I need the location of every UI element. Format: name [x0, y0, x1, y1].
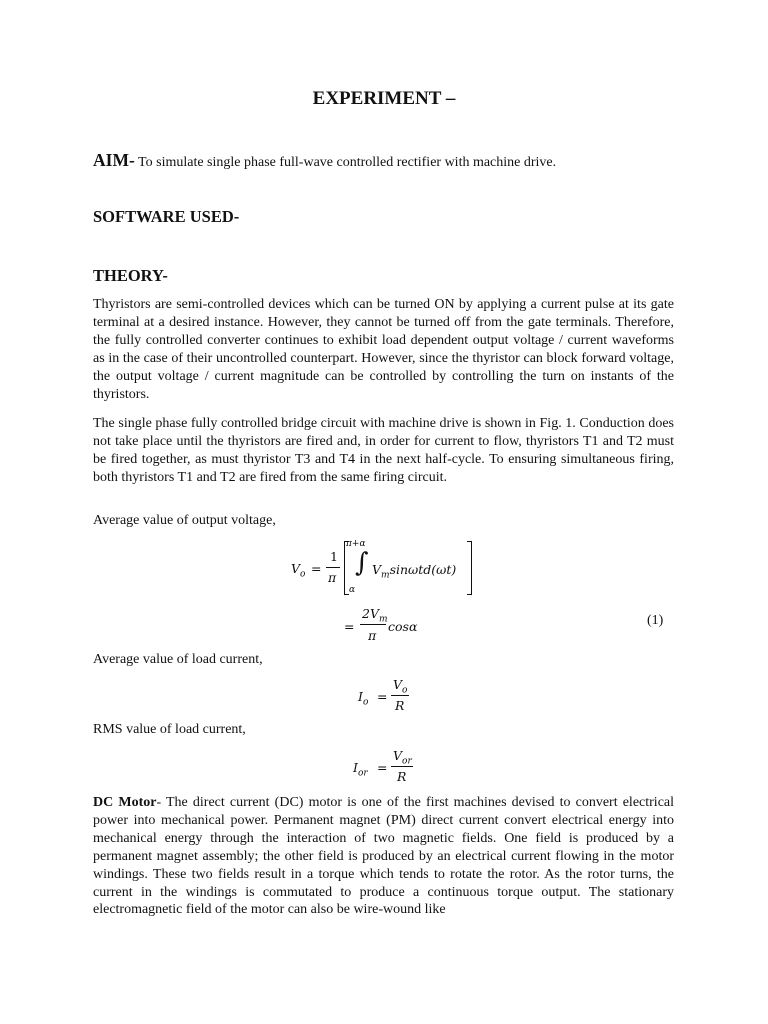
eq1-second-equals: = — [344, 619, 355, 634]
eq1-upper-limit: π+α — [346, 539, 366, 549]
theory-paragraph-1: Thyristors are semi-controlled devices which can be turned ON by applying a current pulse at its gate terminal at a desired instance. However, they cannot be turned off from the gate terminals. Therefore, the fully controlled converter continues to exhibit load dependent output voltage / current waveforms as in the case of their uncontrolled counterpart. However, since the thyristor can block forward voltage, the output voltage / current magnitude can be controlled by controlling the turn on instants of the thyristors. — [93, 297, 674, 402]
dc-motor-text: - The direct current (DC) motor is one of the first machines devised to convert electrical power into mechanical power. Permanent magnet (PM) direct current convert electrical energy into mechanical energy through the interaction of two magnetic fields. One field is produced by a permanent magnet assembly; the other field is produced by an electrical current flowing in the motor windings. These two fields result in a torque which tends to rotate the rotor. As the rotor turns, the current in the windings is commutated to produce a continuous torque output. The stationary electromagnetic field of the motor can also be wire-wound like — [93, 795, 675, 918]
avg-current-label: Average value of load current, — [93, 652, 263, 667]
theory-heading: THEORY- — [93, 266, 168, 285]
dc-motor-heading: DC Motor — [93, 795, 157, 810]
aim-text: To simulate single phase full-wave controlled rectifier with machine drive. — [134, 155, 557, 170]
eq1-one: 1 — [330, 549, 338, 564]
rms-current-label: RMS value of load current, — [93, 722, 246, 737]
eq1-integral-sign: ∫ — [355, 548, 369, 578]
eq1-cos: cosα — [388, 619, 418, 634]
experiment-title: EXPERIMENT – — [312, 88, 456, 109]
eq1-lhs: $V_o$ — [291, 561, 306, 580]
eq2-denominator: R — [395, 698, 405, 713]
eq3-equals: = — [377, 760, 388, 775]
eq3-numerator: $V_{or}$ — [393, 748, 412, 767]
eq1-numerator: $2V_m$ — [362, 606, 388, 625]
eq1-right-bracket — [467, 541, 472, 595]
eq1-integrand: $V_m\sin\omega td(\omega t)$ — [372, 562, 457, 581]
eq3-denominator: R — [397, 769, 407, 784]
eq1-pi: π — [328, 570, 337, 585]
eq1-lower-limit: α — [349, 585, 356, 595]
dc-motor-paragraph — [93, 794, 674, 919]
eq1-denominator: π — [368, 628, 377, 643]
eq2-numerator: $V_o$ — [393, 677, 408, 696]
eq2-fraction-bar — [391, 695, 409, 696]
eq1-second-fraction-bar — [360, 624, 386, 625]
eq1-equals: = — [311, 561, 322, 576]
eq2-lhs: $I_o$ — [358, 689, 369, 708]
eq3-lhs: $I_{or}$ — [353, 760, 368, 779]
aim-heading: AIM- — [93, 150, 135, 170]
eq1-fraction-bar — [326, 567, 340, 568]
eq2-equals: = — [377, 689, 388, 704]
eq1-number: (1) — [647, 613, 664, 628]
avg-voltage-label: Average value of output voltage, — [93, 513, 276, 528]
aim-line — [93, 150, 556, 171]
eq3-fraction-bar — [391, 766, 413, 767]
theory-paragraph-2: The single phase fully controlled bridge circuit with machine drive is shown in Fig. 1. Conduction does not take place until the thyristors are fired and, in order for current to flow, thyristors T1 and T2 must be fired together, as must thyristor T3 and T4 in the next half-cycle. To ensuring simultaneous firing, both thyristors T1 and T2 are fired from the same firing circuit. — [93, 416, 674, 485]
software-heading: SOFTWARE USED- — [93, 207, 240, 226]
